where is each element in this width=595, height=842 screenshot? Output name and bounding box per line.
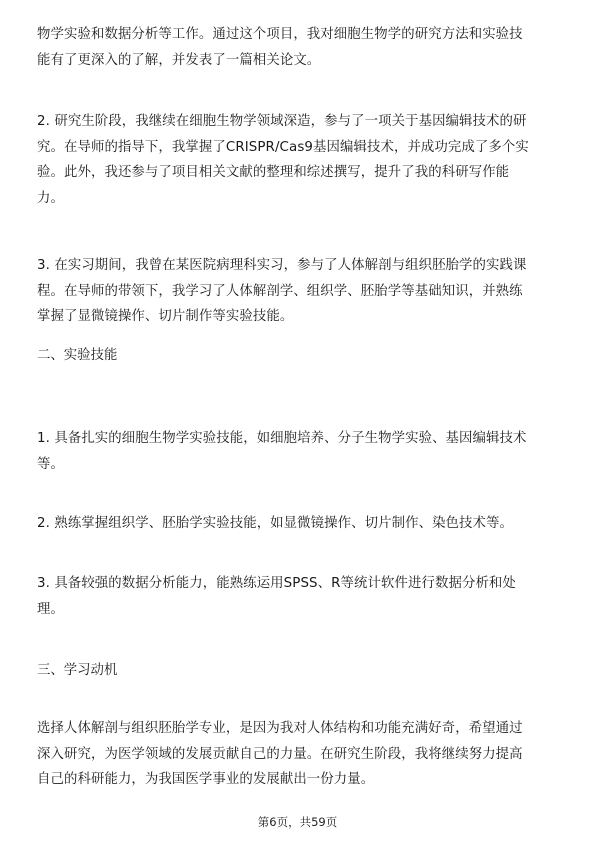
text-line: 3. 在实习期间，我曾在某医院病理科实习，参与了人体解剖与组织胚胎学的实践课: [37, 258, 527, 273]
text-line: 程。在导师的带领下，我学习了人体解剖学、组织学、胚胎学等基础知识，并熟练: [37, 283, 523, 299]
paragraph-internship: [37, 253, 565, 330]
section-heading-lab-skills: 二、实验技能: [37, 348, 118, 363]
paragraph-intro-continued: [37, 22, 565, 73]
text-line: 能有了更深入的了解，并发表了一篇相关论文。: [37, 52, 321, 68]
text-line: 自己的科研能力，为我国医学事业的发展献出一份力量。: [37, 772, 375, 787]
text-line: 2. 熟练掌握组织学、胚胎学实验技能，如显微镜操作、切片制作、染色技术等。: [37, 516, 514, 531]
page-number-footer: 第6页，共59页: [257, 815, 338, 829]
section-heading-motivation: 三、学习动机: [37, 663, 118, 678]
text-line: 等。: [37, 456, 64, 472]
text-line: 2. 研究生阶段，我继续在细胞生物学领域深造，参与了一项关于基因编辑技术的研: [37, 114, 527, 129]
text-line: 3. 具备较强的数据分析能力，能熟练运用SPSS、R等统计软件进行数据分析和处: [37, 576, 516, 591]
text-line: 理。: [37, 601, 64, 617]
paragraph-graduate-stage: [37, 109, 565, 211]
text-line: 选择人体解剖与组织胚胎学专业，是因为我对人体结构和功能充满好奇，希望通过: [37, 721, 523, 736]
text-line: 验。此外，我还参与了项目相关文献的整理和综述撰写，提升了我的科研写作能: [37, 165, 510, 180]
text-line: 掌握了显微镜操作、切片制作等实验技能。: [37, 309, 294, 324]
text-line: 究。在导师的指导下，我掌握了CRISPR/Cas9基因编辑技术，并成功完成了多个实: [37, 139, 529, 155]
paragraph-motivation: [37, 716, 565, 793]
paragraph-skill-3: [37, 571, 565, 622]
text-line: 深入研究，为医学领域的发展贡献自己的力量。在研究生阶段，我将继续努力提高: [37, 746, 523, 762]
paragraph-skill-2: [37, 511, 565, 537]
text-line: 物学实验和数据分析等工作。通过这个项目，我对细胞生物学的研究方法和实验技: [37, 27, 523, 42]
text-line: 力。: [37, 190, 64, 206]
paragraph-skill-1: [37, 426, 565, 477]
text-line: 1. 具备扎实的细胞生物学实验技能，如细胞培养、分子生物学实验、基因编辑技术: [37, 431, 527, 446]
